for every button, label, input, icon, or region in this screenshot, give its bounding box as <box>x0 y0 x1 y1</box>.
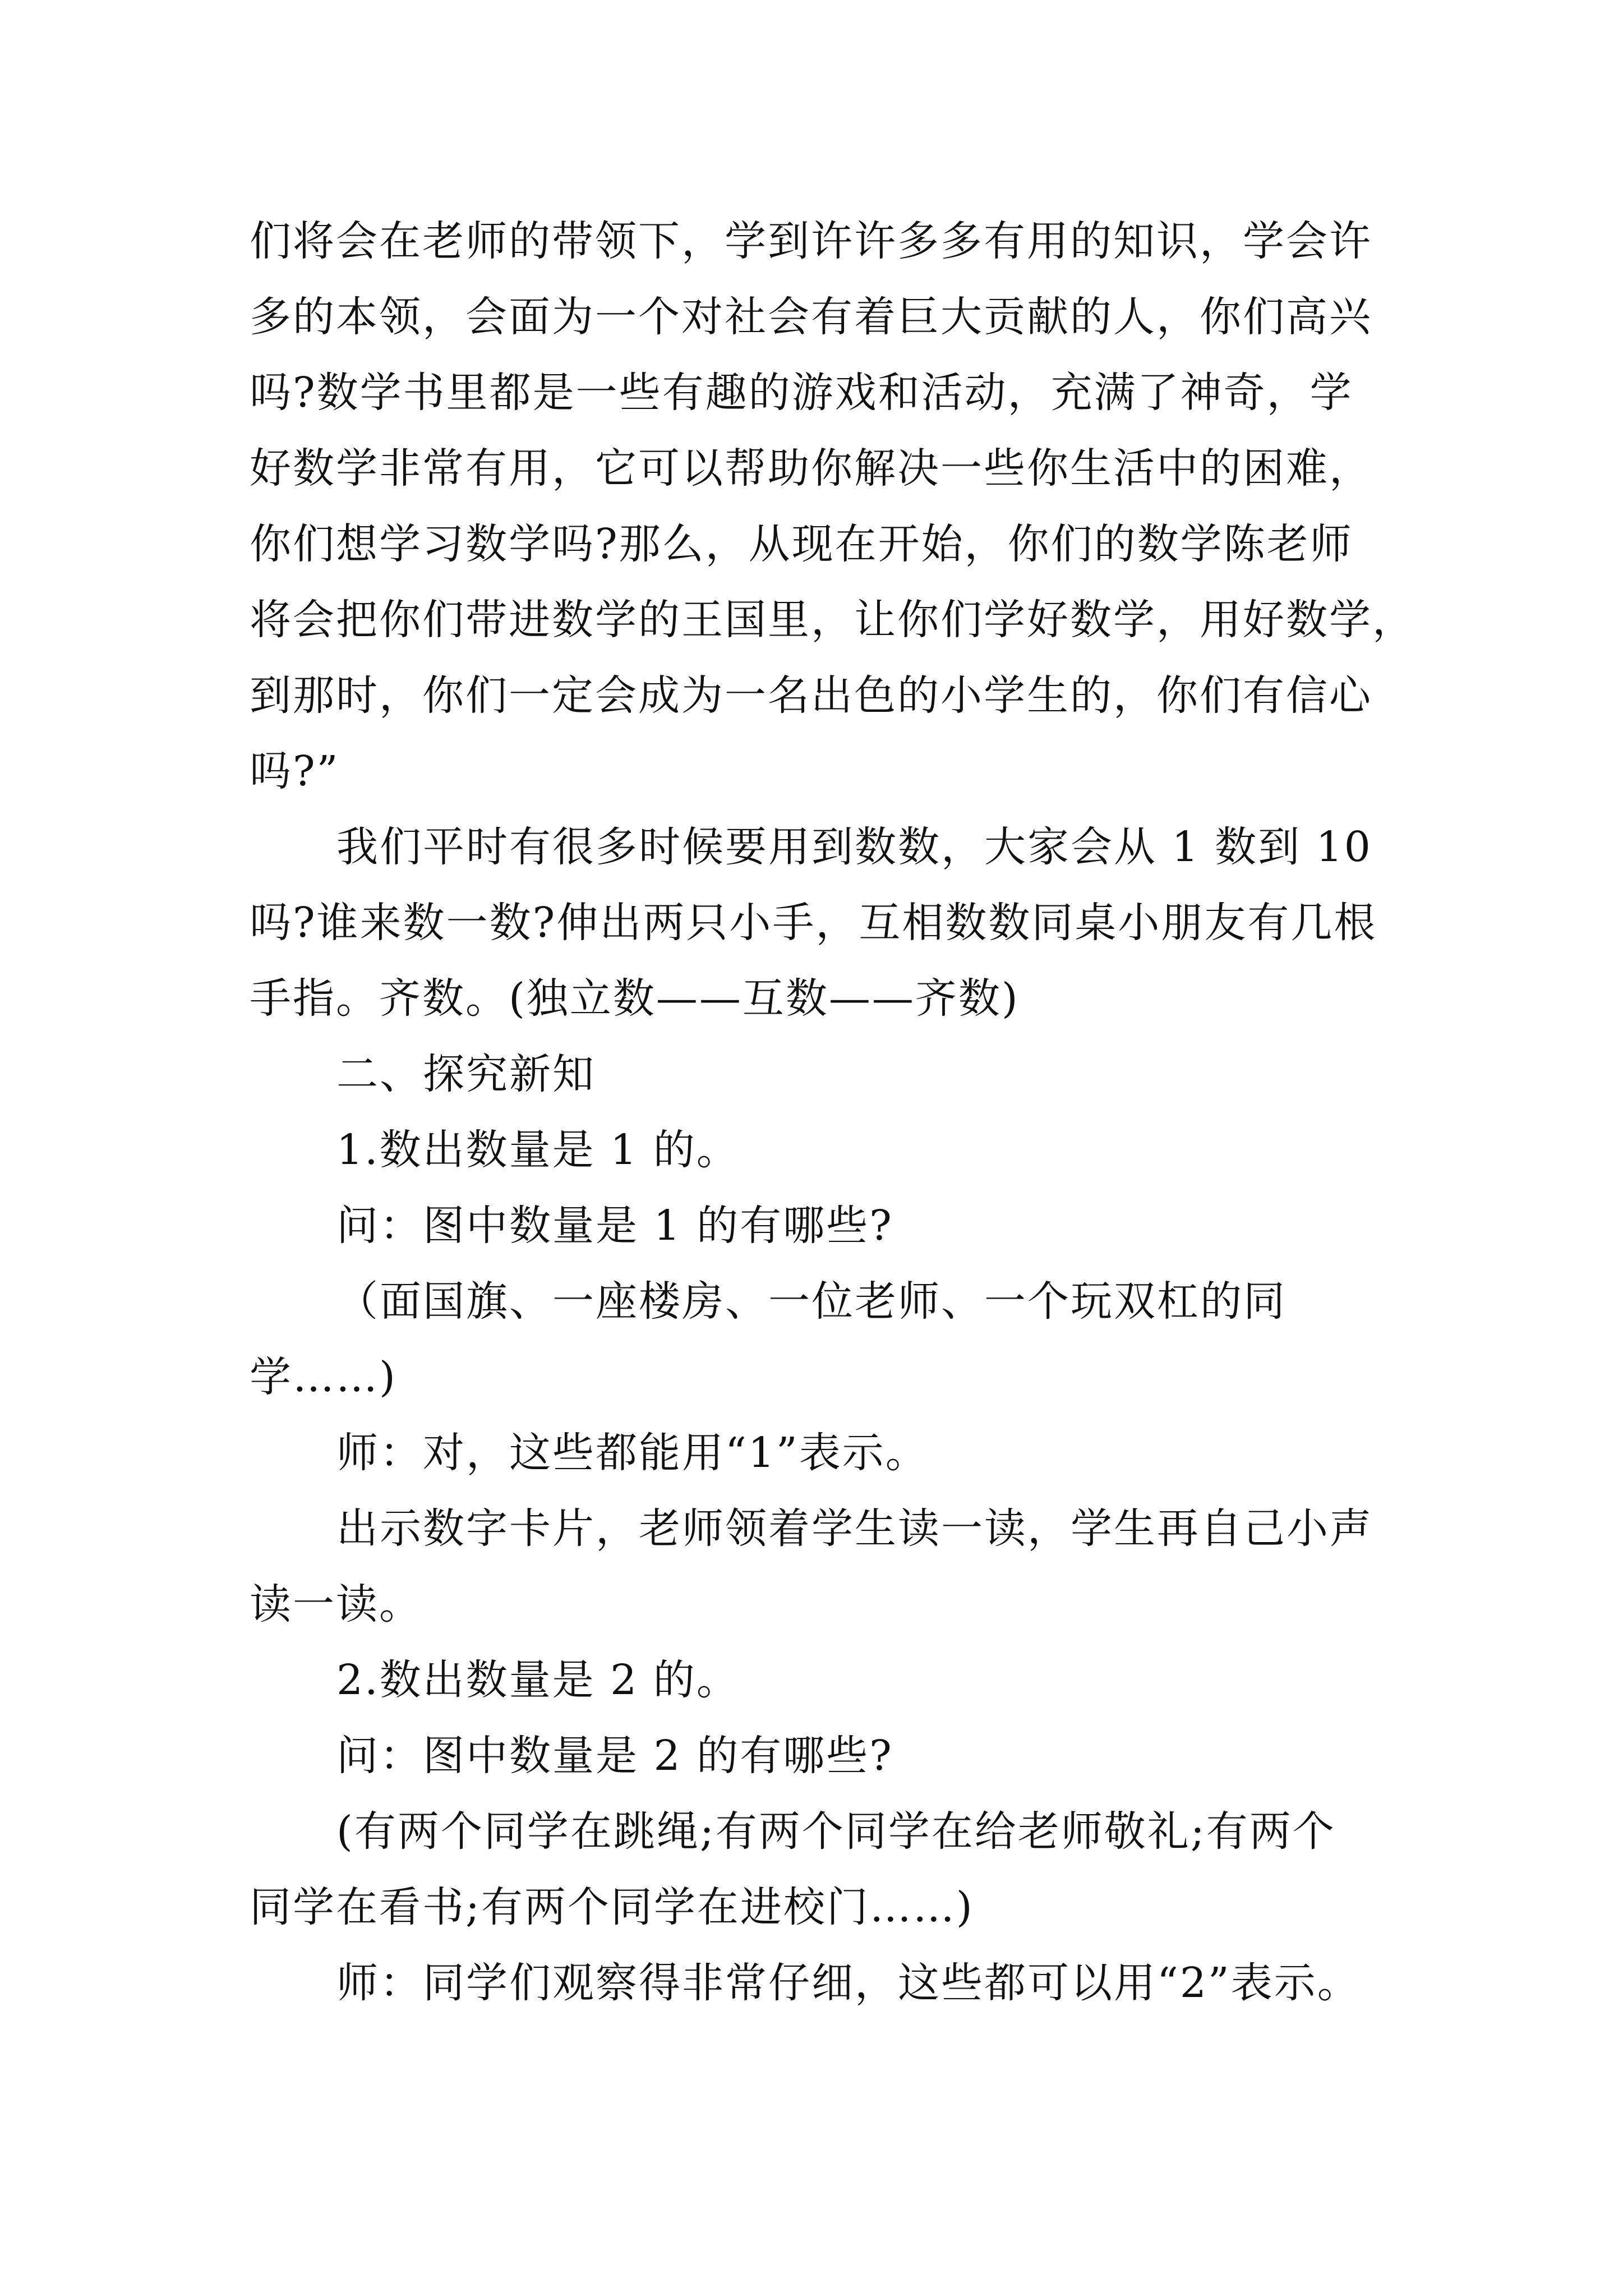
answer-line-continued: 同学在看书;有两个同学在进校门……) <box>250 1883 974 1931</box>
instruction-line-continued: 读一读。 <box>250 1580 422 1628</box>
answer-line: (有两个同学在跳绳;有两个同学在给老师敬礼;有两个 <box>336 1807 1336 1856</box>
instruction-line: 出示数字卡片，老师领着学生读一读，学生再自己小声 <box>336 1504 1373 1553</box>
text-line: 到那时，你们一定会成为一名出色的小学生的，你们有信心 <box>250 671 1372 720</box>
teacher-line: 师：同学们观察得非常仔细，这些都可以用“2”表示。 <box>336 1959 1361 2007</box>
text-line: 吗?谁来数一数?伸出两只小手，互相数数同桌小朋友有几根 <box>250 899 1377 947</box>
subheading: 1.数出数量是 1 的。 <box>336 1126 740 1174</box>
subheading: 2.数出数量是 2 的。 <box>336 1656 740 1704</box>
teacher-line: 师：对，这些都能用“1”表示。 <box>336 1429 929 1477</box>
paragraph-start-line: 我们平时有很多时候要用到数数，大家会从 1 数到 10 <box>336 823 1372 871</box>
text-line: 你们想学习数学吗?那么，从现在开始，你们的数学陈老师 <box>250 520 1353 568</box>
text-line: 吗?” <box>250 747 340 795</box>
text-line: 多的本领，会面为一个对社会有着巨大贡献的人，你们高兴 <box>250 293 1372 341</box>
question-line: 问：图中数量是 2 的有哪些? <box>336 1732 893 1780</box>
answer-line-continued: 学……) <box>250 1353 397 1401</box>
question-line: 问：图中数量是 1 的有哪些? <box>336 1202 893 1250</box>
text-line: 将会把你们带进数学的王国里，让你们学好数学，用好数学， <box>250 596 1415 644</box>
text-line: 手指。齐数。(独立数——互数——齐数) <box>250 974 1020 1023</box>
text-line: 吗?数学书里都是一些有趣的游戏和活动，充满了神奇，学 <box>250 369 1353 417</box>
text-line: 好数学非常有用，它可以帮助你解决一些你生活中的困难， <box>250 444 1372 493</box>
text-line: 们将会在老师的带领下，学到许许多多有用的知识，学会许 <box>250 217 1372 265</box>
section-heading: 二、探究新知 <box>336 1050 596 1098</box>
answer-line: （面国旗、一座楼房、一位老师、一个玩双杠的同 <box>336 1277 1287 1326</box>
